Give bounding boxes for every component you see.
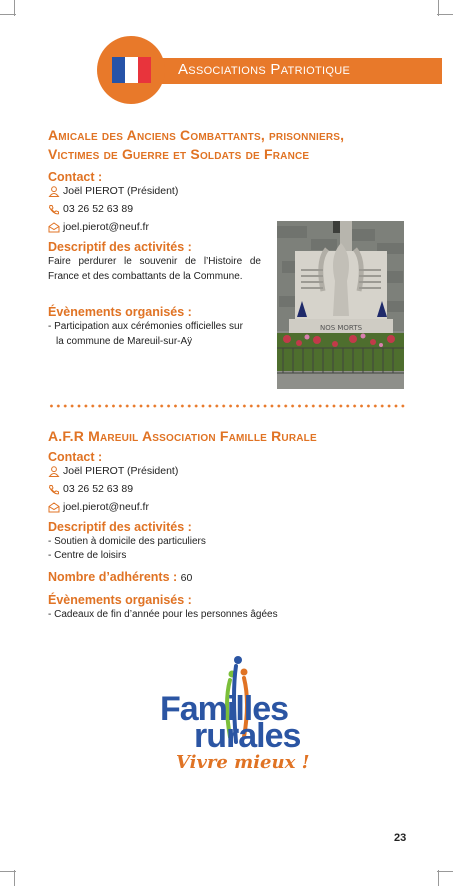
- section1-activities-line1: Faire perdurer le souvenir de l’Histoire de: [48, 256, 261, 267]
- crop-mark: [0, 14, 16, 15]
- crop-mark: [438, 870, 439, 886]
- section1-contact-phone: 03 26 52 63 89: [63, 203, 134, 215]
- email-icon: [48, 502, 60, 513]
- section1-contact-name-row: [48, 185, 178, 197]
- section1-activities-label: Descriptif des activités :: [48, 240, 192, 254]
- phone-icon: [48, 204, 60, 215]
- section2-contact-phone-row: [48, 483, 133, 495]
- section1-title-line1: Amicale des Anciens Combattants, prisonniers,: [48, 127, 345, 143]
- war-memorial-photo: [277, 221, 404, 389]
- section1-contact-email-row[interactable]: [48, 221, 149, 233]
- section2-activity-item: - Soutien à domicile des particuliers: [48, 536, 206, 547]
- crop-mark: [14, 870, 15, 886]
- section2-activity-item: - Centre de loisirs: [48, 550, 127, 561]
- section1-events-label: Évènements organisés :: [48, 305, 192, 319]
- section1-contact-name: Joël PIEROT (Président): [63, 185, 179, 197]
- crop-mark: [437, 871, 453, 872]
- crop-mark: [437, 14, 453, 15]
- section2-title: A.F.R Mareuil Association Famille Rurale: [48, 428, 317, 444]
- memorial-inscription: NOS MORTS: [319, 324, 363, 332]
- section1-events-line1: - Participation aux cérémonies officielles sur: [48, 321, 243, 332]
- section2-contact-phone: 03 26 52 63 89: [63, 483, 134, 495]
- section2-contact-email[interactable]: joel.pierot@neuf.fr: [63, 501, 149, 513]
- section2-members-label: Nombre d’adhérents :: [48, 570, 178, 584]
- logo-word-familles: Familles: [160, 690, 289, 728]
- section1-title-line2: Victimes de Guerre et Soldats de France: [48, 146, 310, 162]
- section2-events-label: Évènements organisés :: [48, 593, 192, 607]
- person-icon: [48, 186, 60, 197]
- section2-contact-name: Joël PIEROT (Président): [63, 465, 179, 477]
- section1-activities-line2: France et des combattants de la Commune.: [48, 271, 243, 282]
- section2-contact-email-row[interactable]: [48, 501, 149, 513]
- page-title: Associations Patriotique: [178, 61, 351, 78]
- email-icon: [48, 222, 60, 233]
- section1-activities-text: [48, 254, 261, 284]
- section2-members-value: 60: [180, 572, 193, 584]
- french-flag-icon: [112, 57, 151, 83]
- crop-mark: [0, 871, 16, 872]
- section2-members-row: [48, 570, 192, 584]
- person-icon: [48, 466, 60, 477]
- section1-contact-label: Contact :: [48, 170, 103, 184]
- phone-icon: [48, 484, 60, 495]
- section1-events-line2: la commune de Mareuil-sur-Aÿ: [56, 336, 193, 347]
- section2-activities-label: Descriptif des activités :: [48, 520, 192, 534]
- section1-contact-phone-row: [48, 203, 133, 215]
- section2-contact-label: Contact :: [48, 450, 103, 464]
- logo-word-rurales: rurales: [194, 717, 301, 755]
- logo-tagline: Vivre mieux !: [176, 752, 310, 773]
- section1-contact-email[interactable]: joel.pierot@neuf.fr: [63, 221, 149, 233]
- dotted-separator: [48, 404, 408, 408]
- section2-contact-name-row: [48, 465, 178, 477]
- section2-event-item: - Cadeaux de fin d’année pour les personnes âgées: [48, 609, 278, 620]
- page-number: 23: [394, 832, 407, 844]
